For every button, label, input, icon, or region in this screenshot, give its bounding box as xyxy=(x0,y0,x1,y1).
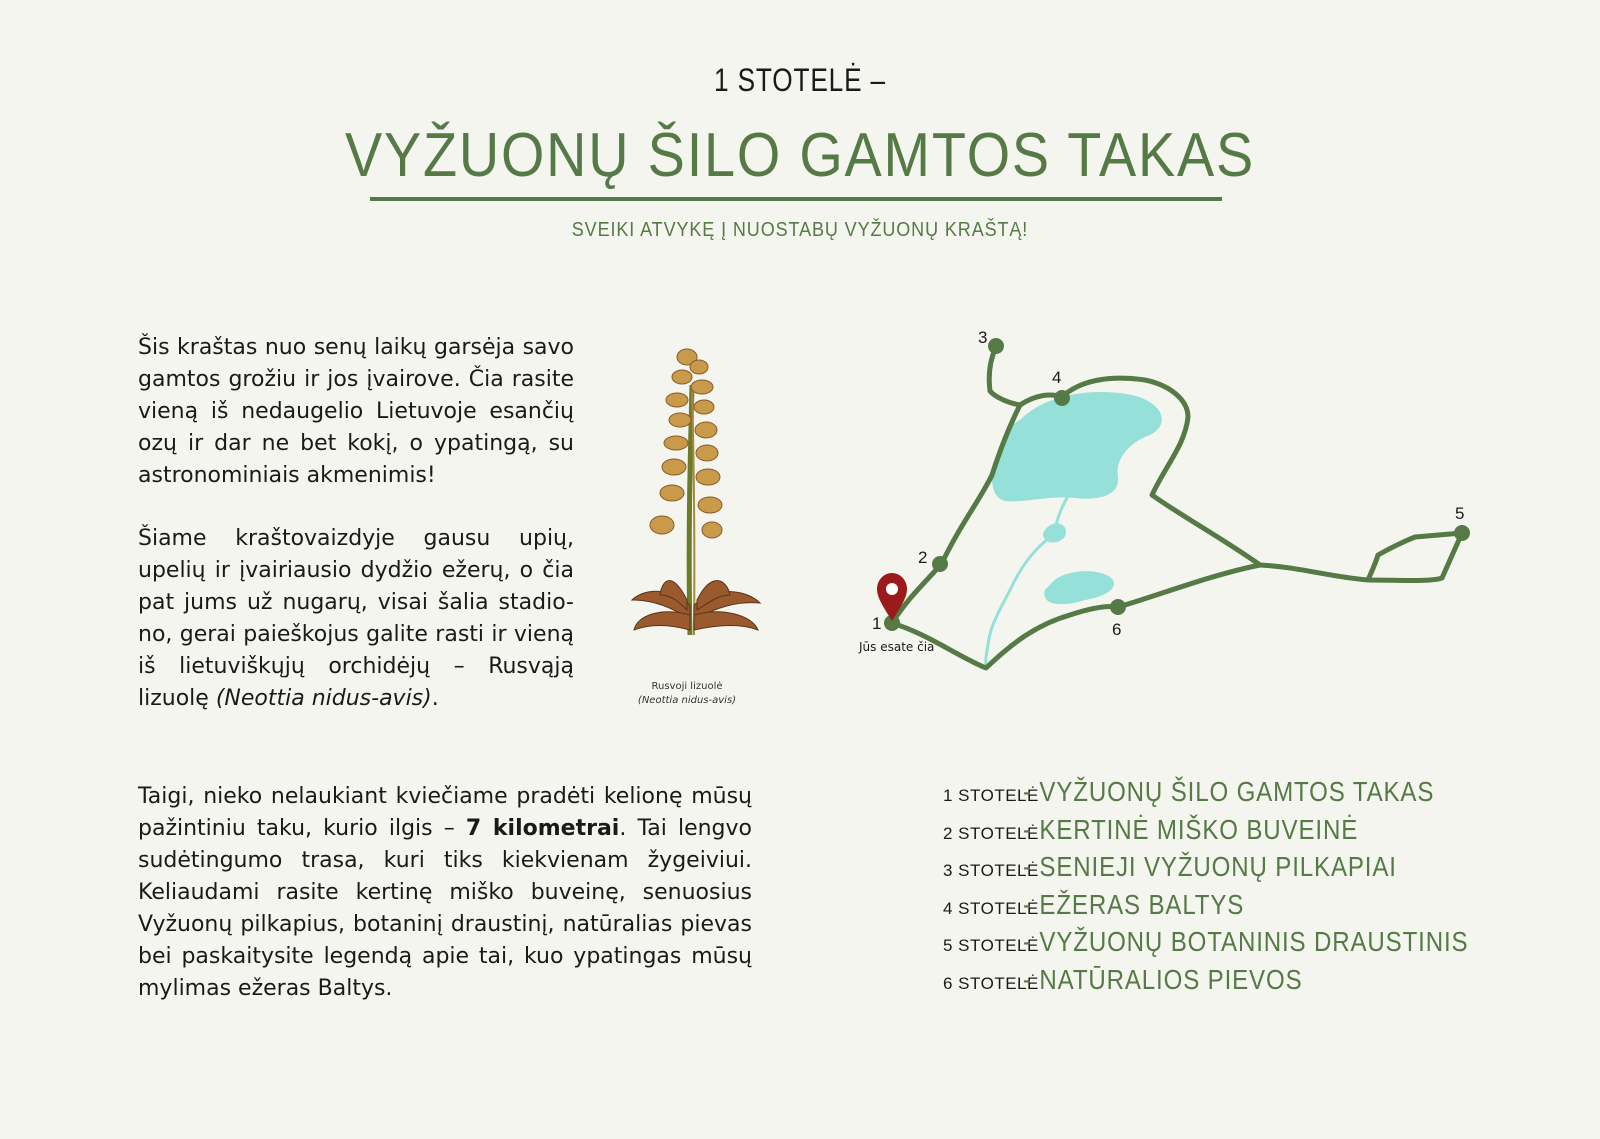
map-label-4: 4 xyxy=(1052,368,1062,387)
intro-p3-text: Taigi, nieko nelaukiant kviečiame pradėti kelionę mūsų pažintiniu taku, kurio ilgis – xyxy=(138,784,752,841)
you-are-here-label: Jūs esate čia xyxy=(859,640,935,654)
plant-caption-latin: (Neottia nidus-avis) xyxy=(637,695,737,706)
station-dot-4 xyxy=(1054,390,1070,406)
station-number: 3 STOTELĖ xyxy=(943,861,1039,880)
station-item-1 xyxy=(943,776,1541,814)
intro-paragraph-2 xyxy=(138,523,574,715)
station-item-5 xyxy=(943,926,1541,964)
station-name: - VYŽUONŲ BOTANINIS DRAUSTINIS xyxy=(1023,926,1469,957)
map-label-6: 6 xyxy=(1112,620,1122,639)
map-label-5: 5 xyxy=(1455,504,1465,523)
map-label-3: 3 xyxy=(978,328,988,347)
station-item-2 xyxy=(943,814,1541,852)
intro-p3-end: . Tai lengvo sudėtingumo trasa, kuri tiks kiekvienam žygeiviui. Keliaudami rasite kertinę miško buveinę, senuosius Vyžuonų pilkapius, botaninį draustinį, natūralias pievas bei paskaitysite legendą apie tai, kuo ypatingas mūsų mylimas ežeras Baltys. xyxy=(138,816,752,1001)
station-dot-3 xyxy=(988,338,1004,354)
intro-paragraph-3 xyxy=(138,781,752,1005)
station-dot-2 xyxy=(932,556,948,572)
station-dot-6 xyxy=(1110,599,1126,615)
station-item-3 xyxy=(943,851,1541,889)
trail-map xyxy=(859,325,1510,695)
plant-caption-name: Rusvoji lizuolė xyxy=(651,681,723,692)
station-item-6 xyxy=(943,964,1541,1002)
intro-p2-latin: (Neottia nidus-avis) xyxy=(215,686,432,711)
station-item-4 xyxy=(943,889,1541,927)
station-list xyxy=(943,776,1541,1001)
kicker-heading: 1 STOTELĖ – xyxy=(714,62,886,98)
station-number: 4 STOTELĖ xyxy=(943,898,1039,918)
station-name: - KERTINĖ MIŠKO BUVEINĖ xyxy=(1023,813,1359,845)
page-subtitle: SVEIKI ATVYKĘ Į NUOSTABŲ VYŽUONŲ KRAŠTĄ! xyxy=(571,219,1029,241)
intro-p2-end: . xyxy=(431,686,439,711)
map-label-2: 2 xyxy=(918,548,928,567)
map-label-1: 1 xyxy=(872,614,882,633)
station-number: 5 STOTELĖ xyxy=(943,936,1039,955)
plant-caption xyxy=(612,680,762,708)
station-name: - VYŽUONŲ ŠILO GAMTOS TAKAS xyxy=(1023,776,1435,807)
station-number: 2 STOTELĖ xyxy=(943,823,1039,843)
page-title: VYŽUONŲ ŠILO GAMTOS TAKAS xyxy=(344,121,1256,190)
title-underline xyxy=(370,197,1222,201)
trail-length: 7 kilometrai xyxy=(465,816,620,841)
lower-lake xyxy=(1044,571,1114,604)
station-name: - NATŪRALIOS PIEVOS xyxy=(1023,963,1303,995)
station-number: 1 STOTELĖ xyxy=(943,786,1039,805)
station-number: 6 STOTELĖ xyxy=(943,973,1039,993)
station-name: - SENIEJI VYŽUONŲ PILKAPIAI xyxy=(1023,851,1397,882)
intro-p2-text: Šiame kraštovaizdyje gausu upių, upelių ir įvairiausio dydžio ežerų, o čia pat jums už nugarų, visai šalia stadio-no, gerai paieškojus galite rasti ir vieną iš lietuviškųjų orchidėjų – Rusvąją lizuolę xyxy=(138,526,574,711)
station-dot-5 xyxy=(1454,525,1470,541)
intro-paragraph-1: Šis kraštas nuo senų laikų garsėja savo gamtos grožiu ir jos įvairove. Čia rasite vieną iš nedaugelio Lietuvoje esančių ozų ir dar ne bet kokį, o ypatingą, su astronominiais akmenimis! xyxy=(138,335,574,488)
orchid-illustration xyxy=(632,345,762,655)
station-name: - EŽERAS BALTYS xyxy=(1023,888,1245,920)
location-pin-icon xyxy=(877,573,907,621)
